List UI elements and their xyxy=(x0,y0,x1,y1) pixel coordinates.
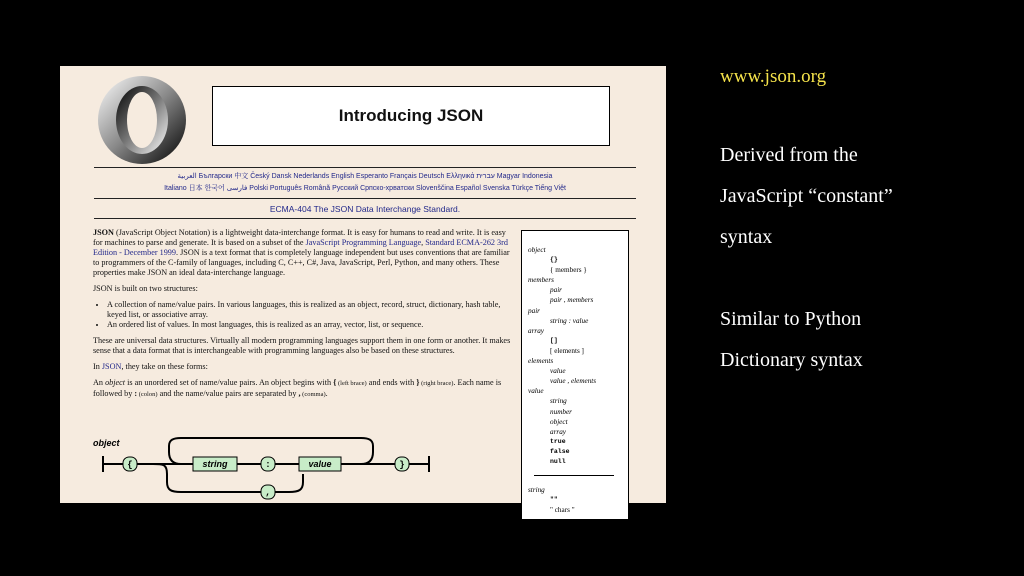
svg-text:string: string xyxy=(202,459,228,469)
grammar-divider xyxy=(534,475,614,476)
intro-paragraph: JSON (JavaScript Object Notation) is a lightweight data-interchange format. It is easy for humans to read and write. It is easy for machines to parse and generate. It is based on a subset of the JavaScript Programming Language, Standard ECMA-262 3rd Edition - December 1999. JSON is a text format that is completely language independent but uses conventions that are familiar to programmers of the C-family of languages, including C, C++, C#, Java, JavaScript, Perl, Python, and many others. These properties make JSON an ideal data-interchange language. xyxy=(93,228,510,277)
diagram-rbrace xyxy=(395,457,409,471)
svg-text:}: } xyxy=(399,460,405,470)
grammar-alternative: number xyxy=(550,407,572,416)
universal-paragraph: These are universal data structures. Virtually all modern programming languages support them in one form or another. It makes sense that a data format that is interchangeable with programming languages also be based on these structures. xyxy=(93,336,511,355)
grammar-alternative: {} xyxy=(550,256,558,264)
svg-text:,: , xyxy=(265,488,271,498)
grammar-alternative: string xyxy=(550,397,567,406)
diagram-value xyxy=(299,457,341,471)
grammar-alternative: string : value xyxy=(550,316,589,325)
json-org-screenshot xyxy=(60,66,666,515)
grammar-alternative: [] xyxy=(550,336,558,344)
grammar-term: pair xyxy=(528,306,540,315)
grammar-alternative: value xyxy=(550,367,566,376)
diagram-lbrace xyxy=(123,457,137,471)
grammar-alternative: pair , members xyxy=(550,296,594,305)
grammar-alternative: value , elements xyxy=(550,377,597,386)
grammar-alternative: false xyxy=(550,447,570,455)
grammar-term: members xyxy=(528,276,554,285)
grammar-alternative: { members } xyxy=(550,266,587,275)
json-org-url[interactable]: www.json.org xyxy=(720,66,827,87)
grammar-alternative: [ elements ] xyxy=(550,346,584,355)
grammar-term: elements xyxy=(528,357,554,366)
grammar-term: object xyxy=(528,246,546,254)
object-syntax-diagram xyxy=(93,436,493,506)
caption-line-1: Derived from the xyxy=(720,144,858,166)
grammar-term: string xyxy=(528,486,545,495)
forms-paragraph: In JSON, they take on these forms: xyxy=(93,362,208,371)
caption-line-3: syntax xyxy=(720,226,773,248)
grammar-alternative: "" xyxy=(550,496,558,504)
page-title-box xyxy=(212,86,610,146)
grammar-alternative: pair xyxy=(550,286,562,295)
ecma-404-link[interactable]: ECMA-404 The JSON Data Interchange Standard. xyxy=(269,204,461,214)
grammar-term: value xyxy=(528,387,544,396)
page-title: Introducing JSON xyxy=(338,106,484,125)
grammar-alternative: null xyxy=(550,457,566,465)
ecma-262-link[interactable]: Standard ECMA-262 3rd Edition - December 1999 xyxy=(93,238,508,257)
list-item: • An ordered list of values. In most languages, this is realized as an array, vector, list, or sequence. xyxy=(107,320,511,330)
caption-line-4: Similar to Python xyxy=(720,308,862,330)
grammar-alternative: object xyxy=(550,417,568,426)
language-links-row-1[interactable]: العربية Български 中文 Český Dansk Nederlands English Esperanto Français Deutsch Ελληνικά עברית Magyar Indonesia xyxy=(177,173,553,180)
list-item: • A collection of name/value pairs. In various languages, this is realized as an object, record, struct, dictionary, hash table, keyed list, or associative array. xyxy=(107,300,511,320)
structures-list xyxy=(93,300,511,330)
svg-text:{: { xyxy=(127,460,133,470)
json-bold: JSON xyxy=(93,228,114,237)
grammar-alternative: true xyxy=(550,437,566,445)
structures-intro: JSON is built on two structures: xyxy=(93,284,198,293)
json-link[interactable]: JSON xyxy=(101,362,122,371)
grammar-alternative: " chars " xyxy=(550,506,575,515)
divider xyxy=(94,218,636,219)
object-paragraph: An object is an unordered set of name/value pairs. An object begins with { (left brace) and ends with } (right brace). Each name is followed by : (colon) and the name/value pairs are separated by , (comma). xyxy=(93,378,502,398)
json-logo-icon xyxy=(94,72,190,168)
grammar-term: array xyxy=(528,326,544,335)
divider xyxy=(94,167,636,168)
grammar-alternative: array xyxy=(550,427,566,436)
diagram-string xyxy=(193,457,237,471)
svg-text:value: value xyxy=(308,459,332,469)
diagram-comma xyxy=(261,485,275,499)
language-links-row-2[interactable]: Italiano 日本 한국어 فارسی Polski Português Română Русский Српско-хрватски Slovenščina Español Svenska Türkçe Tiếng Việt xyxy=(164,185,566,192)
json-grammar-panel xyxy=(521,230,629,520)
caption-line-5: Dictionary syntax xyxy=(720,349,863,371)
diagram-title: object xyxy=(93,438,120,448)
diagram-colon xyxy=(261,457,275,471)
divider xyxy=(94,198,636,199)
js-language-link[interactable]: JavaScript Programming Language xyxy=(305,238,422,247)
caption-line-2: JavaScript “constant” xyxy=(720,185,893,207)
intro-text xyxy=(93,228,511,406)
svg-text::: : xyxy=(265,460,271,470)
